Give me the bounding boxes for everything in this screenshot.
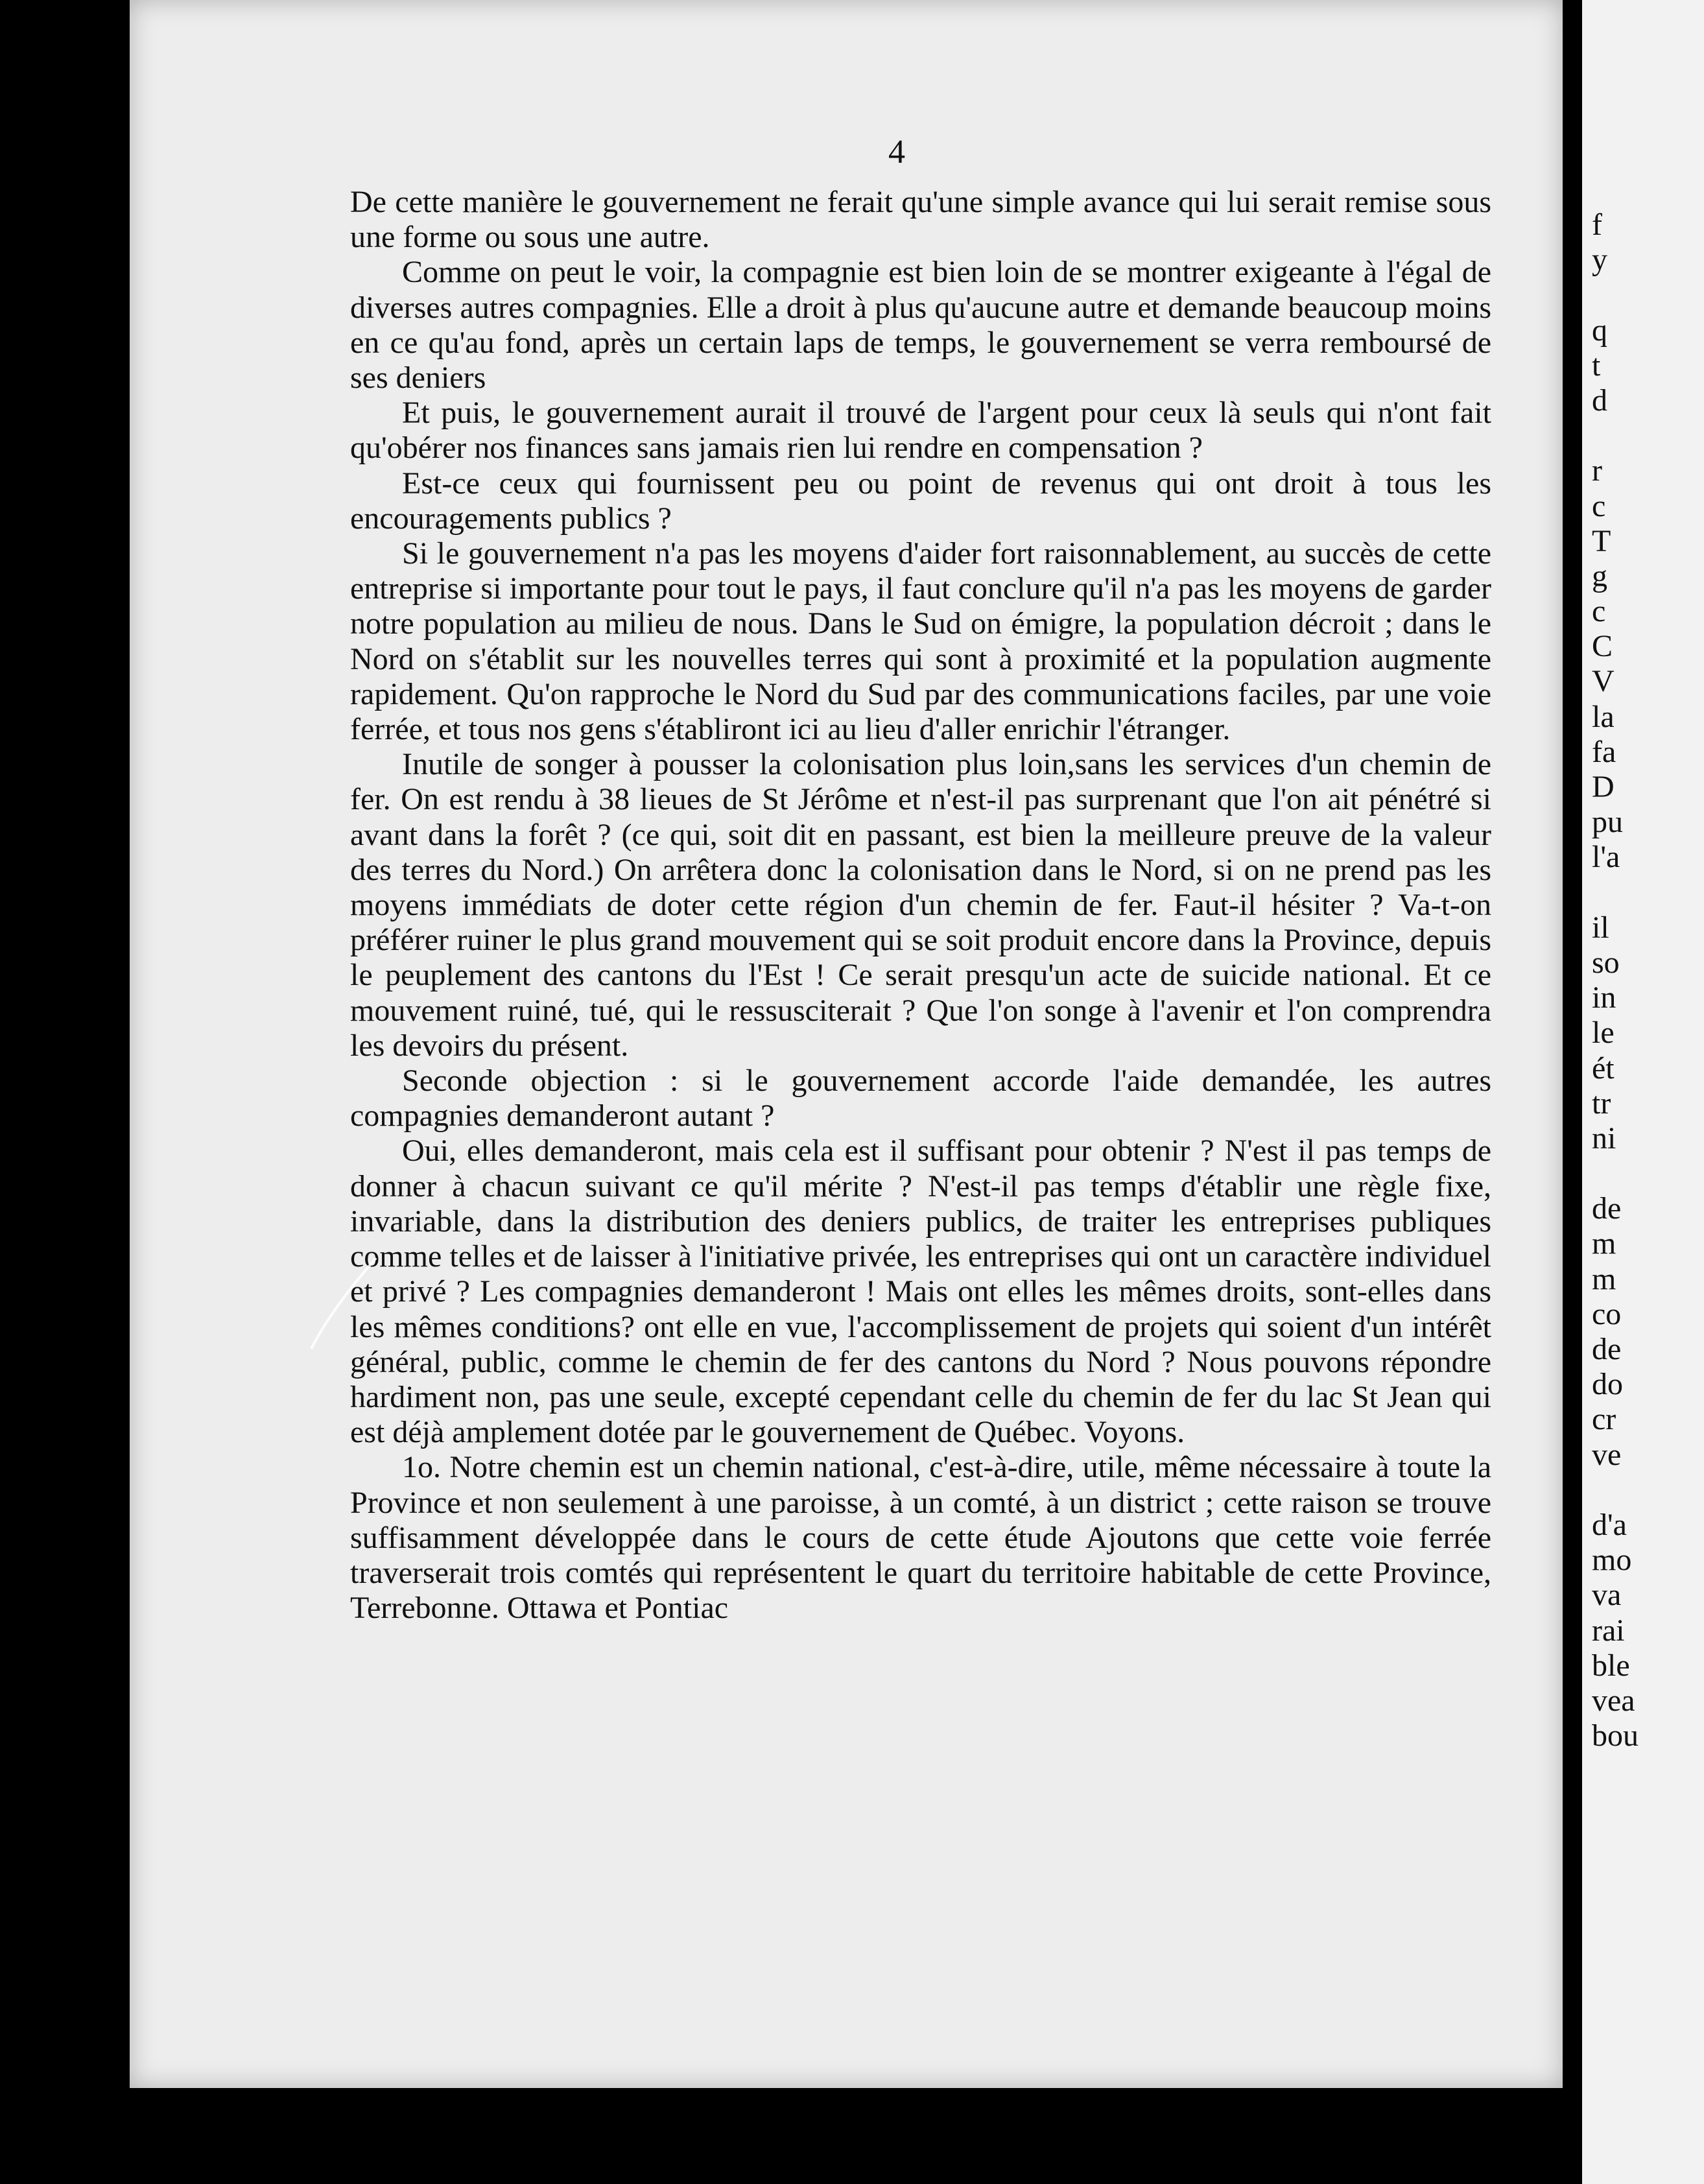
adjacent-fragment: de [1592, 1332, 1622, 1366]
adjacent-fragment: ni [1592, 1121, 1616, 1156]
adjacent-fragment: y [1592, 243, 1607, 278]
adjacent-fragment: ble [1592, 1648, 1630, 1683]
adjacent-fragment: mo [1592, 1543, 1632, 1578]
adjacent-fragment: m [1592, 1226, 1616, 1261]
paper-scratch-mark [305, 1252, 383, 1355]
paragraph: De cette manière le gouvernement ne ferait qu'une simple avance qui lui serait remise sous une forme ou sous une autre. [350, 185, 1491, 255]
adjacent-fragment: c [1592, 488, 1606, 523]
body-text [350, 185, 1491, 1626]
adjacent-fragment: va [1592, 1578, 1622, 1613]
adjacent-fragment: bou [1592, 1718, 1639, 1753]
paragraph: Si le gouvernement n'a pas les moyens d'aider fort raisonnablement, au succès de cette entreprise si importante pour tout le pays, il faut conclure qu'il n'a pas les moyens de garder notre population au milieu de nous. Dans le Sud on émigre, la population décroit ; dans le Nord on s'établit sur les nouvelles terres qui sont à proximité et la population augmente rapidement. Qu'on rapproche le Nord du Sud par des communications faciles, par une voie ferrée, et tous nos gens s'établiront ici au lieu d'aller enrichir l'étranger. [350, 536, 1491, 747]
adjacent-fragment: tr [1592, 1086, 1611, 1121]
adjacent-fragment [1592, 418, 1702, 453]
adjacent-fragment: in [1592, 980, 1616, 1015]
adjacent-fragment: C [1592, 629, 1613, 664]
adjacent-fragment: do [1592, 1367, 1623, 1402]
paragraph: Est-ce ceux qui fournissent peu ou point de revenus qui ont droit à tous les encouragements publics ? [350, 466, 1491, 536]
adjacent-page-fragments [1592, 208, 1702, 1753]
adjacent-fragment: la [1592, 699, 1615, 734]
adjacent-fragment: g [1592, 558, 1607, 593]
adjacent-fragment [1592, 1156, 1702, 1191]
adjacent-fragment: ét [1592, 1050, 1615, 1086]
page-number: 4 [888, 134, 905, 171]
paragraph: Et puis, le gouvernement aurait il trouvé de l'argent pour ceux là seuls qui n'ont fait qu'obérer nos finances sans jamais rien lui rendre en compensation ? [350, 396, 1491, 466]
adjacent-fragment: vea [1592, 1683, 1635, 1718]
paragraph: Seconde objection : si le gouvernement accorde l'aide demandée, les autres compagnies demanderont autant ? [350, 1063, 1491, 1134]
adjacent-fragment: c [1592, 594, 1606, 629]
adjacent-fragment: d'a [1592, 1507, 1627, 1542]
adjacent-fragment: V [1592, 664, 1615, 699]
adjacent-fragment: q [1592, 313, 1607, 348]
adjacent-fragment: cr [1592, 1402, 1616, 1437]
adjacent-fragment: f [1592, 208, 1602, 242]
adjacent-fragment: de [1592, 1191, 1622, 1226]
adjacent-fragment: rai [1592, 1613, 1625, 1648]
adjacent-fragment: m [1592, 1261, 1616, 1296]
adjacent-fragment [1592, 1473, 1702, 1508]
adjacent-fragment: pu [1592, 805, 1623, 840]
adjacent-fragment: r [1592, 453, 1602, 488]
paragraph: 1o. Notre chemin est un chemin national, c'est-à-dire, utile, même nécessaire à toute la Province et non seulement à une paroisse, à un comté, à un district ; cette raison se trouve suffisamment développée dans le cours de cette étude Ajoutons que cette voie ferrée traverserait trois comtés qui représentent le quart du territoire habitable de cette Province, Terrebonne. Ottawa et Pontiac [350, 1450, 1491, 1626]
adjacent-fragment: so [1592, 945, 1620, 980]
adjacent-fragment: ve [1592, 1437, 1622, 1472]
paragraph: Comme on peut le voir, la compagnie est bien loin de se montrer exigeante à l'égal de diverses autres compagnies. Elle a droit à plus qu'aucune autre et demande beaucoup moins en ce qu'au fond, après un certain laps de temps, le gouvernement se verra remboursé de ses deniers [350, 255, 1491, 396]
adjacent-fragment: fa [1592, 734, 1616, 769]
adjacent-fragment: t [1592, 348, 1601, 383]
adjacent-fragment: le [1592, 1015, 1615, 1050]
adjacent-fragment: d [1592, 383, 1607, 418]
adjacent-fragment [1592, 875, 1702, 910]
adjacent-fragment: co [1592, 1296, 1622, 1331]
adjacent-fragment: il [1592, 910, 1609, 945]
paragraph: Inutile de songer à pousser la colonisation plus loin,sans les services d'un chemin de fer. On est rendu à 38 lieues de St Jérôme et n'est-il pas surprenant que l'on ait pénétré si avant dans la forêt ? (ce qui, soit dit en passant, est bien la meilleure preuve de la valeur des terres du Nord.) On arrêtera donc la colonisation dans le Nord, si on ne prend pas les moyens immédiats de doter cette région d'un chemin de fer. Faut-il hésiter ? Va-t-on préférer ruiner le plus grand mouvement qui se soit produit encore dans la Province, depuis le peuplement des cantons du l'Est ! Ce serait presqu'un acte de suicide national. Et ce mouvement ruiné, tué, qui le ressusciterait ? Que l'on songe à l'avenir et l'on comprendra les devoirs du présent. [350, 747, 1491, 1063]
adjacent-fragment: T [1592, 523, 1611, 558]
adjacent-fragment [1592, 278, 1702, 313]
adjacent-fragment: l'a [1592, 840, 1620, 875]
paragraph: Oui, elles demanderont, mais cela est il suffisant pour obtenir ? N'est il pas temps de donner à chacun suivant ce qu'il mérite ? N'est-il pas temps d'établir une règle fixe, invariable, dans la distribution des deniers publics, de traiter les entreprises publiques comme telles et de laisser à l'initiative privée, les entreprises qui ont un caractère individuel et privé ? Les compagnies demanderont ! Mais ont elles les mêmes droits, sont-elles dans les mêmes conditions? ont elle en vue, l'accomplissement de projets qui soient d'un intérêt général, public, comme le chemin de fer des cantons du Nord ? Nous pouvons répondre hardiment non, pas une seule, excepté cependant celle du chemin de fer du lac St Jean qui est déjà amplement dotée par le gouvernement de Québec. Voyons. [350, 1134, 1491, 1450]
adjacent-fragment: D [1592, 770, 1615, 804]
